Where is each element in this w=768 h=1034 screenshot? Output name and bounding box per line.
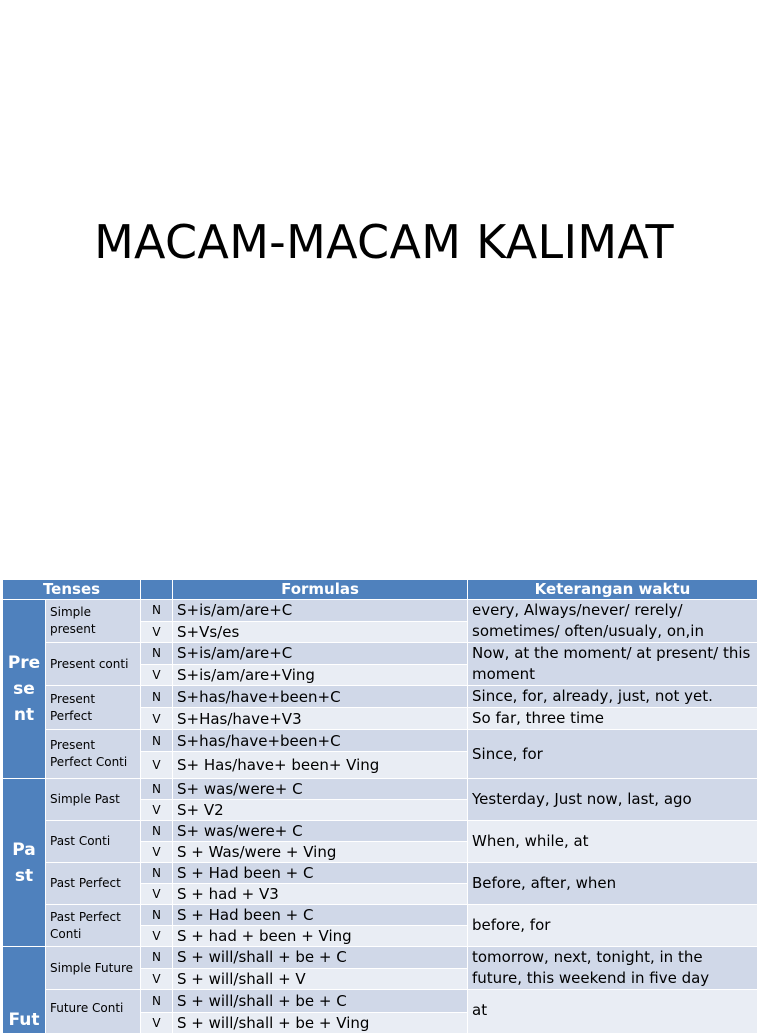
nominal-marker: N <box>141 600 173 622</box>
formula-cell: S + Had been + C <box>173 863 468 884</box>
keterangan-cell: tomorrow, next, tonight, in the future, this weekend in five day <box>468 947 758 990</box>
nominal-marker: N <box>141 947 173 969</box>
tense-label: Present conti <box>46 643 141 686</box>
formula-cell: S+Has/have+V3 <box>173 708 468 730</box>
tense-label: Past Perfect Conti <box>46 905 141 947</box>
formula-cell: S+Vs/es <box>173 621 468 643</box>
formula-cell: S+ Has/have+ been+ Ving <box>173 752 468 779</box>
keterangan-cell: at <box>468 990 758 1034</box>
table-row <box>3 863 758 884</box>
nominal-marker: N <box>141 779 173 800</box>
formula-cell: S+ V2 <box>173 800 468 821</box>
formula-cell: S+ was/were+ C <box>173 779 468 800</box>
slide-title: MACAM-MACAM KALIMAT <box>94 215 674 269</box>
table-row <box>3 821 758 842</box>
formula-cell: S + will/shall + be + C <box>173 990 468 1013</box>
keterangan-cell: Since, for <box>468 730 758 779</box>
keterangan-cell: Now, at the moment/ at present/ this moment <box>468 643 758 686</box>
verbal-marker: V <box>141 884 173 905</box>
nominal-marker: N <box>141 686 173 708</box>
keterangan-cell: Before, after, when <box>468 863 758 905</box>
keterangan-cell: So far, three time <box>468 708 758 730</box>
header-nv <box>141 580 173 600</box>
tense-label: Simple present <box>46 600 141 643</box>
formula-cell: S+is/am/are+C <box>173 643 468 665</box>
verbal-marker: V <box>141 752 173 779</box>
header-keterangan: Keterangan waktu <box>468 580 758 600</box>
nominal-marker: N <box>141 730 173 752</box>
formula-cell: S + will/shall + be + C <box>173 947 468 969</box>
formula-cell: S+has/have+been+C <box>173 730 468 752</box>
formula-cell: S + Was/were + Ving <box>173 842 468 863</box>
verbal-marker: V <box>141 664 173 686</box>
verbal-marker: V <box>141 968 173 990</box>
table-row <box>3 643 758 665</box>
formula-cell: S + will/shall + be + Ving <box>173 1013 468 1034</box>
table-row <box>3 990 758 1013</box>
header-row <box>3 580 758 600</box>
nominal-marker: N <box>141 643 173 665</box>
group-present: Pre se nt <box>3 600 46 779</box>
group-past: Pa st <box>3 779 46 947</box>
keterangan-cell: Since, for, already, just, not yet. <box>468 686 758 708</box>
tense-label: Simple Past <box>46 779 141 821</box>
tense-label: Present Perfect Conti <box>46 730 141 779</box>
formula-cell: S+ was/were+ C <box>173 821 468 842</box>
keterangan-cell: before, for <box>468 905 758 947</box>
table-row <box>3 905 758 926</box>
formula-cell: S+has/have+been+C <box>173 686 468 708</box>
verbal-marker: V <box>141 708 173 730</box>
formula-cell: S+is/am/are+C <box>173 600 468 622</box>
tense-label: Simple Future <box>46 947 141 990</box>
nominal-marker: N <box>141 821 173 842</box>
table-row <box>3 779 758 800</box>
table-row <box>3 947 758 969</box>
group-future: Fut <box>3 947 46 1034</box>
table-row <box>3 686 758 708</box>
keterangan-cell: every, Always/never/ rerely/ sometimes/ often/usualy, on,in <box>468 600 758 643</box>
formula-cell: S + had + been + Ving <box>173 926 468 947</box>
formula-cell: S + Had been + C <box>173 905 468 926</box>
verbal-marker: V <box>141 621 173 643</box>
verbal-marker: V <box>141 842 173 863</box>
table-row <box>3 730 758 752</box>
tenses-table <box>2 579 758 1034</box>
verbal-marker: V <box>141 1013 173 1034</box>
formula-cell: S + will/shall + V <box>173 968 468 990</box>
nominal-marker: N <box>141 905 173 926</box>
tense-label: Past Conti <box>46 821 141 863</box>
nominal-marker: N <box>141 990 173 1013</box>
tense-label: Past Perfect <box>46 863 141 905</box>
keterangan-cell: Yesterday, Just now, last, ago <box>468 779 758 821</box>
header-formulas: Formulas <box>173 580 468 600</box>
header-tenses: Tenses <box>3 580 141 600</box>
formula-cell: S + had + V3 <box>173 884 468 905</box>
verbal-marker: V <box>141 800 173 821</box>
tense-label: Present Perfect <box>46 686 141 730</box>
keterangan-cell: When, while, at <box>468 821 758 863</box>
tense-label: Future Conti <box>46 990 141 1034</box>
formula-cell: S+is/am/are+Ving <box>173 664 468 686</box>
verbal-marker: V <box>141 926 173 947</box>
table-row <box>3 600 758 622</box>
nominal-marker: N <box>141 863 173 884</box>
